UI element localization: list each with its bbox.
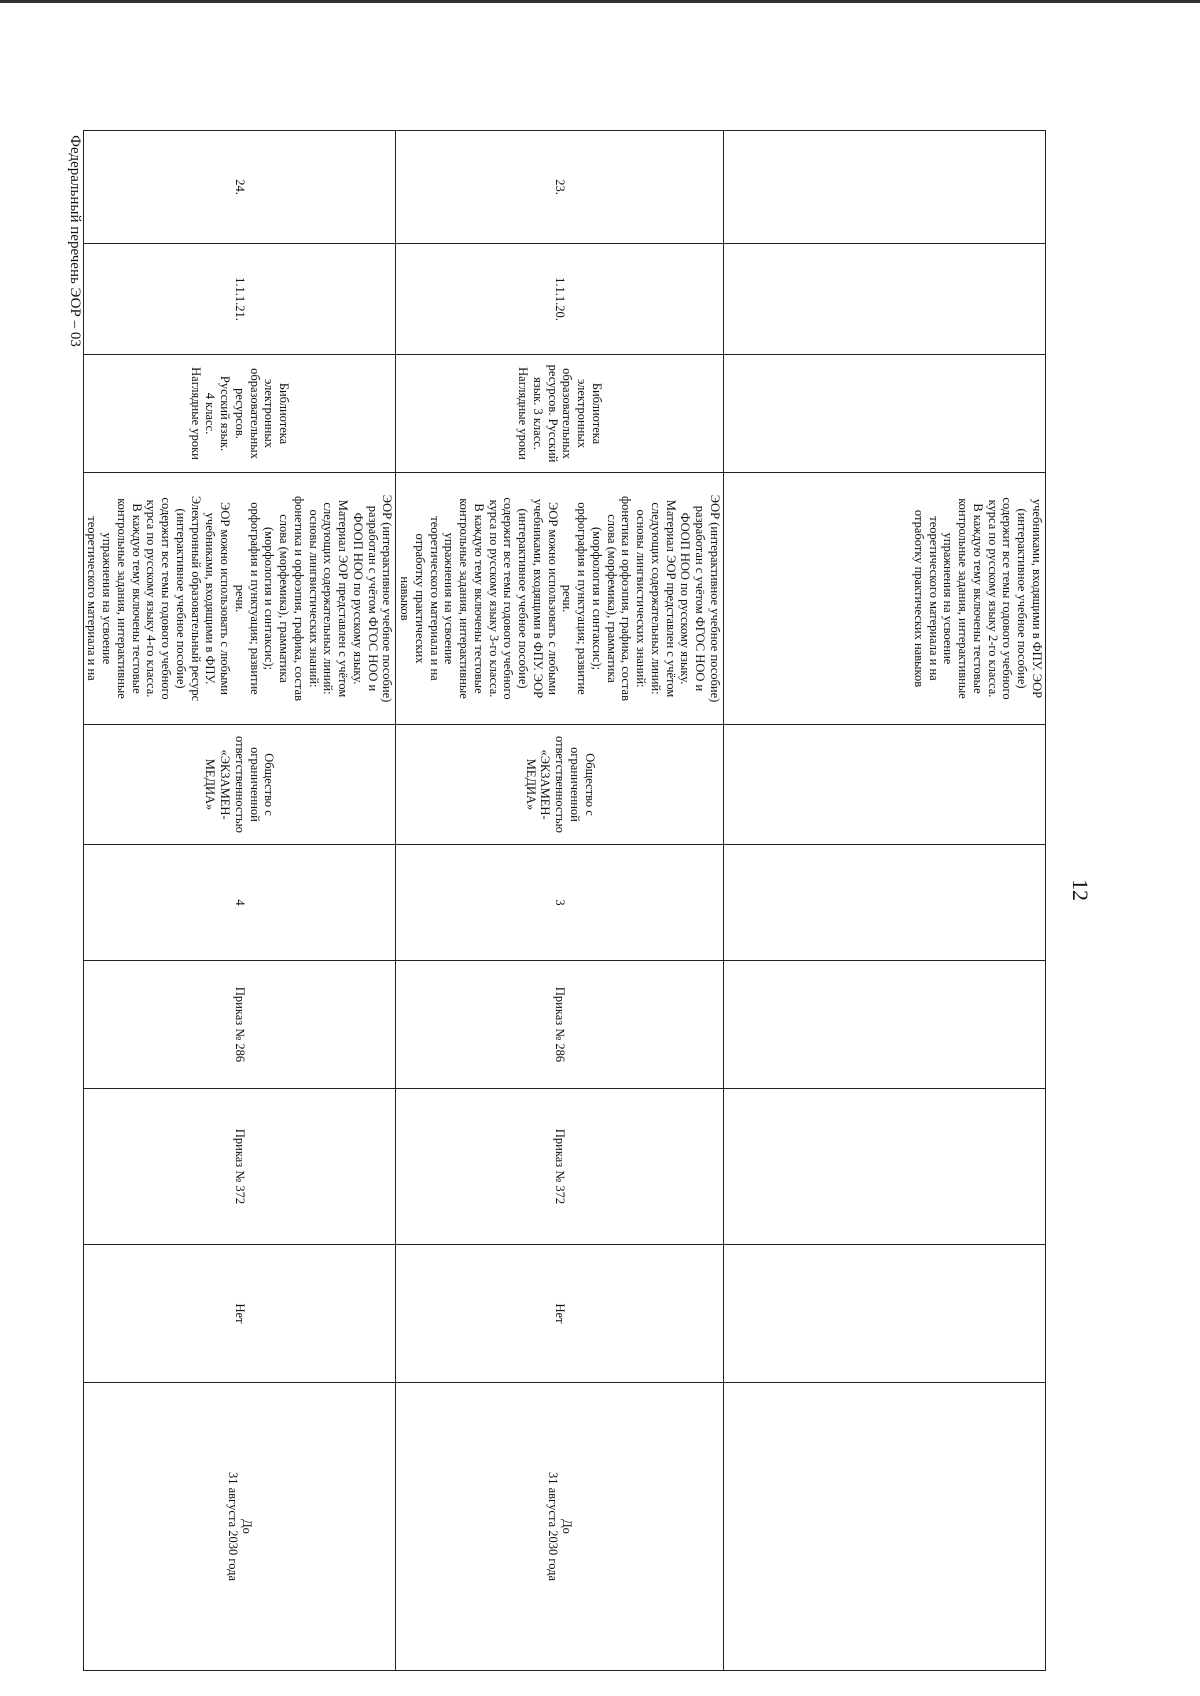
resource-name-line: Наглядные уроки <box>516 367 531 460</box>
order-372-cell <box>724 1089 1046 1245</box>
resource-name-cell <box>83 355 396 473</box>
code-cell: 1.1.1.20. <box>396 244 724 355</box>
description-line: слова (морфемика), грамматика <box>277 514 292 683</box>
resource-name-line: ресурсов. Русский <box>545 364 560 463</box>
document-footer: Федеральный перечень ЭОР – 03 <box>67 135 83 347</box>
table-row <box>83 131 396 1671</box>
resource-name-line: образовательных <box>247 368 262 459</box>
row-number-cell <box>724 131 1046 244</box>
description-line: разработан с учётом ФГОС НОО и <box>693 505 708 692</box>
description-line: орфография и пунктуация; развитие <box>575 502 590 695</box>
description-line: учебниками, входящими в ФПУ. ЭОР <box>531 498 545 699</box>
description-line: основы лингвистических знаний: <box>634 509 649 688</box>
term-line: До <box>240 1519 255 1534</box>
description-line: теоретического материала и на <box>926 516 941 681</box>
resource-name-line: 4 класс. <box>203 392 218 435</box>
author-line: ответственностью <box>233 736 247 833</box>
author-cell <box>724 725 1046 845</box>
author-line: ответственностью <box>553 736 568 833</box>
description-line: упражнения на усвоение <box>941 532 956 665</box>
row-number-cell: 23. <box>396 131 724 244</box>
description-line: речи. <box>233 584 247 613</box>
description-line: фонетика и орфоэпия, графика, состав <box>619 496 634 701</box>
description-cell <box>724 473 1046 725</box>
order-372-cell: Приказ № 372 <box>396 1089 724 1245</box>
description-line: содержит все темы годового учебного <box>501 497 516 700</box>
resource-name-line: язык. 3 класс. <box>531 377 545 450</box>
row-number-cell: 24. <box>83 131 396 244</box>
description-line: Материал ЭОР представлен с учётом <box>663 499 678 698</box>
resource-name-line: ресурсов. <box>233 388 247 439</box>
grade-cell: 3 <box>396 845 724 961</box>
description-line: В каждую тему включены тестовые <box>472 503 486 694</box>
flag-cell: Нет <box>83 1245 396 1383</box>
description-line: теоретического материала и на <box>427 516 442 681</box>
scan-top-edge <box>0 0 1200 3</box>
author-cell <box>396 725 724 845</box>
grade-cell: 4 <box>83 845 396 961</box>
term-cell <box>724 1383 1046 1671</box>
term-line: До <box>560 1519 575 1534</box>
description-line: орфография и пунктуация; развитие <box>247 502 262 695</box>
description-line: ФООП НОО по русскому языку. <box>351 512 365 685</box>
order-372-cell: Приказ № 372 <box>83 1089 396 1245</box>
table-row <box>396 131 724 1671</box>
description-line: фонетика и орфоэпия, графика, состав <box>292 496 306 701</box>
term-line: 31 августа 2030 года <box>225 1471 240 1582</box>
description-line: контрольные задания, интерактивные <box>457 498 472 699</box>
resource-name-line: электронных <box>262 379 277 448</box>
description-line: следующих содержательных линий: <box>649 502 663 695</box>
description-line: отработку практических навыков <box>912 509 926 688</box>
description-line: ФООП НОО по русскому языку. <box>678 512 693 685</box>
description-line: контрольные задания, интерактивные <box>115 498 129 699</box>
rotated-page-content <box>85 130 1046 1582</box>
description-line: ЭОР (интерактивное учебное пособие) <box>708 494 722 703</box>
resource-name-line: электронных <box>575 379 590 448</box>
description-line: ЭОР можно использовать с любыми <box>218 502 233 695</box>
resource-name-line: Русский язык. <box>218 375 233 452</box>
order-286-cell <box>724 961 1046 1089</box>
description-line: упражнения на усвоение <box>442 532 457 665</box>
author-line: Общество с <box>262 753 277 816</box>
description-line: контрольные задания, интерактивные <box>956 498 971 699</box>
description-cell <box>396 473 724 725</box>
term-line: 31 августа 2030 года <box>545 1471 560 1582</box>
order-286-cell: Приказ № 286 <box>396 961 724 1089</box>
description-line: разработан с учётом ФГОС НОО и <box>365 505 380 692</box>
flag-cell <box>724 1245 1046 1383</box>
table-row <box>724 131 1046 1671</box>
description-line: ЭОР (интерактивное учебное пособие) <box>380 494 395 703</box>
description-line: речи. <box>560 584 575 613</box>
resource-name-line: Библиотека <box>277 382 292 445</box>
grade-cell <box>724 845 1046 961</box>
author-line: ограниченной <box>567 747 582 822</box>
description-line: (морфология и синтаксис); <box>590 526 604 671</box>
eor-table <box>83 130 1046 1671</box>
description-line: В каждую тему включены тестовые <box>129 503 144 694</box>
author-line: МЕДИА» <box>523 758 538 811</box>
description-line: основы лингвистических знаний: <box>306 509 321 688</box>
page-number: 12 <box>1068 879 1093 901</box>
description-line: курса по русскому языку 2-го класса. <box>985 499 1000 698</box>
description-line: ЭОР можно использовать с любыми <box>545 502 560 695</box>
resource-name-cell <box>724 355 1046 473</box>
author-line: МЕДИА» <box>203 758 218 811</box>
description-line: учебниками, входящими в ФПУ. <box>203 512 218 685</box>
resource-name-cell <box>396 355 724 473</box>
description-line: упражнения на усвоение <box>100 532 115 665</box>
description-line: слова (морфемика), грамматика <box>604 514 619 683</box>
description-line: (интерактивное учебное пособие) <box>1015 508 1030 689</box>
order-286-cell: Приказ № 286 <box>83 961 396 1089</box>
description-line: следующих содержательных линий: <box>321 502 336 695</box>
flag-cell: Нет <box>396 1245 724 1383</box>
description-line: В каждую тему включены тестовые <box>971 503 985 694</box>
description-line: теоретического материала и на <box>85 516 100 681</box>
author-cell <box>83 725 396 845</box>
description-line: отработку практических <box>413 533 427 664</box>
description-line: (интерактивное учебное пособие) <box>516 508 531 689</box>
description-line: навыков <box>398 576 413 621</box>
resource-name-line: Наглядные уроки <box>188 367 203 460</box>
author-line: ограниченной <box>247 747 262 822</box>
description-line: содержит все темы годового учебного <box>1000 497 1015 700</box>
term-cell <box>83 1383 396 1671</box>
description-line: (интерактивное учебное пособие) <box>174 508 188 689</box>
author-line: «ЭКЗАМЕН- <box>538 749 553 820</box>
code-cell: 1.1.1.21. <box>83 244 396 355</box>
author-line: Общество с <box>582 753 597 816</box>
term-cell <box>396 1383 724 1671</box>
author-line: «ЭКЗАМЕН- <box>218 749 233 820</box>
description-line: учебниками, входящими в ФПУ. ЭОР <box>1030 498 1044 699</box>
resource-name-line: образовательных <box>560 368 575 459</box>
description-line: (морфология и синтаксис); <box>262 526 277 671</box>
description-line: курса по русскому языку 3-го класса. <box>486 499 501 698</box>
description-cell <box>83 473 396 725</box>
resource-name-line: Библиотека <box>590 382 604 445</box>
description-line: курса по русскому языку 4-го класса. <box>144 499 159 698</box>
code-cell <box>724 244 1046 355</box>
description-line: содержит все темы годового учебного <box>159 497 174 700</box>
table-body <box>83 131 1045 1671</box>
description-line: Материал ЭОР представлен с учётом <box>336 499 351 698</box>
description-line: Электронный образовательный ресурс <box>188 495 203 702</box>
